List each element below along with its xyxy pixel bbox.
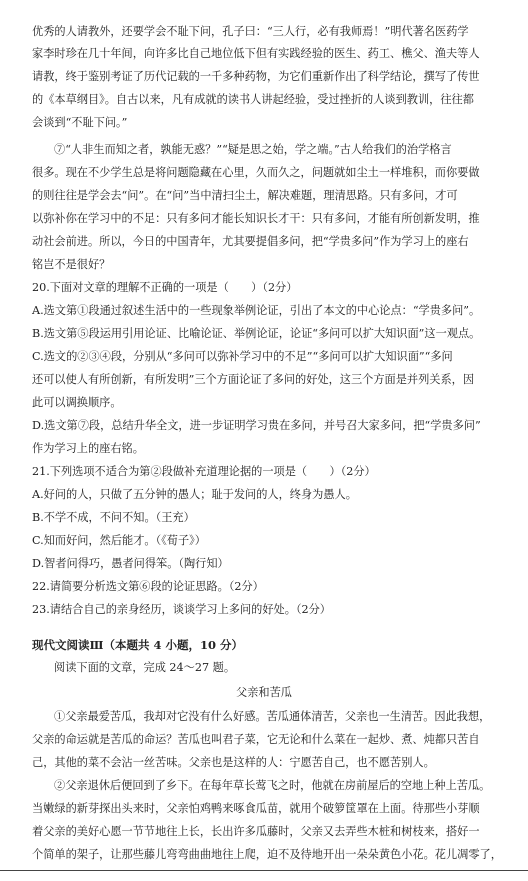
question-23: 23.请结合自己的亲身经历，谈谈学习上多问的好处。（2分） [32, 603, 331, 616]
passage-line: 以弥补你在学习中的不足：只有多问才能长知识长才干：只有多问，才能有所创新发明，推 [32, 212, 480, 225]
article-line: ②父亲退休后便回到了乡下。在每年草长莺飞之时，他就在房前屋后的空地上种上苦瓜。 [54, 779, 491, 792]
question-20-option-a: A.选文第①段通过叙述生活中的一些现象举例论证，引出了本文的中心论点：“学贵多问”。 [32, 304, 481, 317]
section-heading: 现代文阅读Ⅲ（本题共 4 小题，10 分） [32, 638, 244, 652]
article-line: 个简单的架子，让那些藤儿弯弯曲曲地往上爬，迫不及待地开出一朵朵黄色小花。花儿凋零了， [32, 848, 502, 861]
passage-line: ⑦“人非生而知之者，孰能无惑？”“疑是思之始，学之端。”古人给我们的治学格言 [54, 143, 452, 156]
passage-line: 请教，终于鉴别考证了历代记载的一千多种药物，为它们重新作出了科学结论，撰写了传世 [32, 70, 480, 83]
passage-line: 的则往往是学会去“问”。在“问”当中清扫尘土，解决难题，理清思路。只有多问，才可 [32, 189, 458, 202]
article-line: 当嫩绿的新芽探出头来时，父亲怕鸡鸭来啄食瓜苗，就用个破箩筐罩在上面。待那些小芽顺 [32, 802, 480, 815]
question-20-option-d-cont: 作为学习上的座右铭。 [32, 442, 144, 455]
section-instruction: 阅读下面的文章，完成 24～27 题。 [54, 661, 236, 674]
passage-line: 会谈到“不耻下问。” [32, 116, 128, 129]
passage-line: 家李时珍在几十年间，向许多比自己地位低下但有实践经验的医生、药工、樵父、渔夫等人 [32, 47, 480, 60]
question-20-option-c-cont: 此可以调换顺序。 [32, 396, 122, 409]
question-21-option-b: B.不学不成，不问不知。（王充） [32, 511, 195, 524]
question-21-option-d: D.智者问得巧，愚者问得笨。（陶行知） [32, 557, 229, 570]
article-line: 己，其他的菜不会沾一丝苦味。父亲也是这样的人：宁愿苦自己，也不愿苦别人。 [32, 756, 435, 769]
question-20-option-b: B.选文第⑤段运用引用论证、比喻论证、举例论证，论证“多问可以扩大知识面”这一观点。 [32, 327, 481, 340]
article-title: 父亲和苦瓜 [236, 686, 292, 699]
passage-line: 的《本草纲目》。自古以来，凡有成就的读书人讲起经验，受过挫折的人谈到教训，往往都 [32, 93, 474, 106]
question-21-option-c: C.知而好问，然后能才。（《荀子》） [32, 534, 206, 547]
article-line: 着父亲的美好心愿一节节地往上长，长出许多瓜藤时，父亲又去弄些木桩和树枝来，搭好一 [32, 825, 480, 838]
question-21-option-a: A.好问的人，只做了五分钟的愚人；耻于发问的人，终身为愚人。 [32, 488, 357, 501]
passage-line: 优秀的人请教外，还要学会不耻下问，孔子曰：“三人行，必有我师焉！”明代著名医药学 [32, 25, 469, 38]
article-line: ①父亲最爱苦瓜，我却对它没有什么好感。苦瓜通体清苦，父亲也一生清苦。因此我想， [54, 710, 491, 723]
passage-line: 铭岂不是很好？ [32, 258, 111, 271]
question-21-stem: 21.下列选项不适合为第②段做补充道理论据的一项是（ ）（2分） [32, 465, 376, 478]
passage-line: 很多。现在不少学生总是将问题隐藏在心里，久而久之，问题就如尘土一样堆积，而你要做 [32, 166, 480, 179]
question-20-stem: 20.下面对文章的理解不正确的一项是（ ）（2分） [32, 281, 298, 294]
question-20-option-c-cont: 还可以使人有所创新，有所发明”三个方面论证了多问的好处，这三个方面是并列关系，因 [32, 373, 475, 386]
question-20-option-d: D.选文第⑦段，总结升华全文，进一步证明学习贵在多问，并号召大家多问，把“学贵多问” [32, 419, 481, 432]
question-20-option-c: C.选文的②③④段，分别从“多问可以弥补学习中的不足”“多问可以扩大知识面”“多问 [32, 350, 453, 363]
question-22: 22.请简要分析选文第⑥段的论证思路。（2分） [32, 580, 264, 593]
bottom-divider [0, 870, 528, 871]
article-line: 父亲的命运就是苦瓜的命运？苦瓜也叫君子菜，它无论和什么菜在一起炒、煮、炖都只苦自 [32, 733, 480, 746]
passage-line: 动社会前进。所以，今日的中国青年，尤其要提倡多问，把“学贵多问”作为学习上的座右 [32, 235, 469, 248]
